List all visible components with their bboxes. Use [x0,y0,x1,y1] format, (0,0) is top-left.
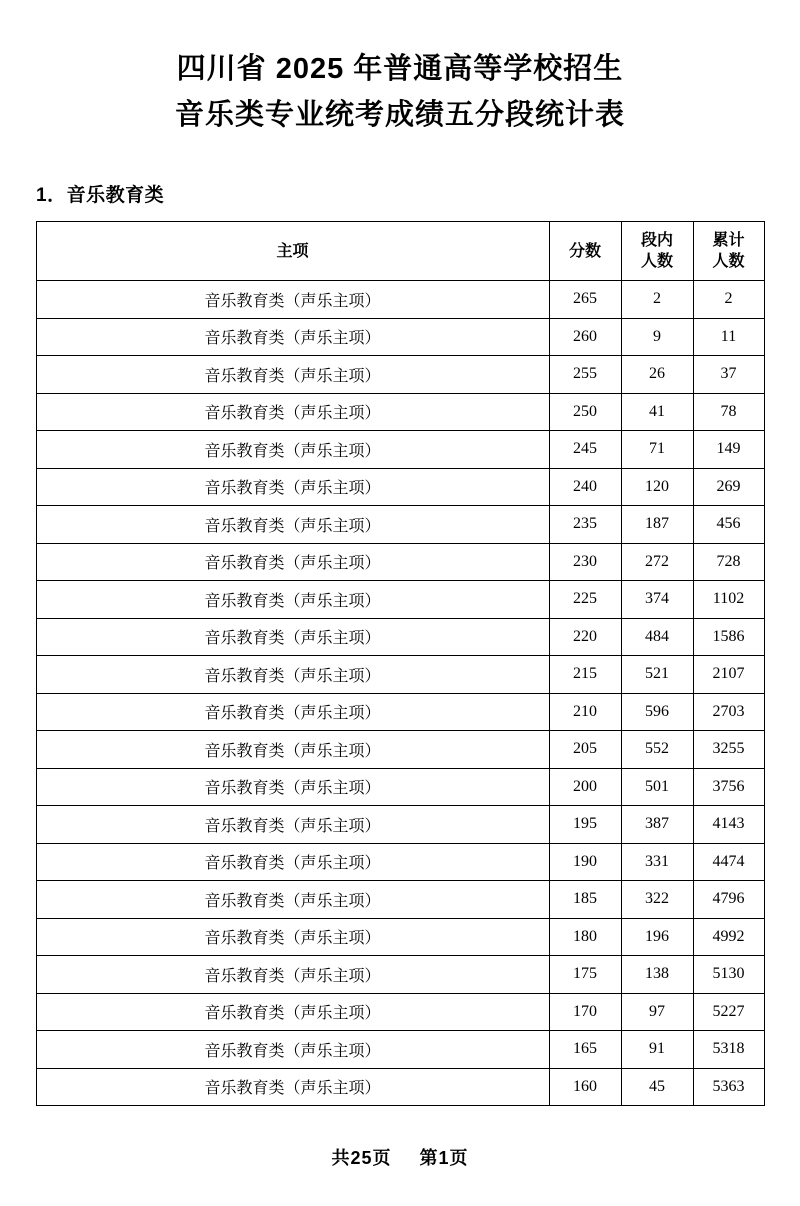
table-row [36,468,764,506]
cell-main: 音乐教育类（声乐主项） [36,918,549,956]
cell-segment-count: 484 [621,618,693,656]
cell-segment-count: 45 [621,1068,693,1106]
table-row [36,393,764,431]
column-header-cumulative-count-line-2: 人数 [712,253,745,270]
cell-cumulative-count: 1102 [693,581,764,619]
cell-main: 音乐教育类（声乐主项） [36,956,549,994]
cell-score: 215 [549,656,621,694]
column-header-cumulative-count [693,222,764,281]
cell-main: 音乐教育类（声乐主项） [36,656,549,694]
section-heading: 1．音乐教育类 [36,185,165,206]
table-row [36,356,764,394]
cell-cumulative-count: 456 [693,506,764,544]
cell-cumulative-count: 149 [693,431,764,469]
cell-cumulative-count: 4992 [693,918,764,956]
cell-main: 音乐教育类（声乐主项） [36,393,549,431]
cell-main: 音乐教育类（声乐主项） [36,618,549,656]
cell-segment-count: 272 [621,543,693,581]
table-row [36,581,764,619]
cell-score: 220 [549,618,621,656]
cell-score: 260 [549,318,621,356]
cell-score: 175 [549,956,621,994]
cell-score: 255 [549,356,621,394]
cell-segment-count: 521 [621,656,693,694]
cell-segment-count: 2 [621,281,693,319]
cell-segment-count: 91 [621,1031,693,1069]
cell-segment-count: 322 [621,881,693,919]
cell-score: 185 [549,881,621,919]
cell-segment-count: 331 [621,843,693,881]
column-header-segment-count-line-1: 段内 [640,232,673,249]
column-header-main: 主项 [36,222,549,281]
table-body [36,281,764,1106]
cell-main: 音乐教育类（声乐主项） [36,468,549,506]
table-row [36,543,764,581]
cell-score: 230 [549,543,621,581]
footer-total-pages: 共25页 [331,1148,392,1168]
cell-segment-count: 71 [621,431,693,469]
cell-segment-count: 552 [621,731,693,769]
cell-main: 音乐教育类（声乐主项） [36,1068,549,1106]
table-row [36,843,764,881]
cell-segment-count: 41 [621,393,693,431]
cell-segment-count: 596 [621,693,693,731]
cell-main: 音乐教育类（声乐主项） [36,693,549,731]
cell-score: 195 [549,806,621,844]
table-row [36,881,764,919]
cell-score: 165 [549,1031,621,1069]
cell-cumulative-count: 2703 [693,693,764,731]
cell-score: 265 [549,281,621,319]
cell-cumulative-count: 269 [693,468,764,506]
cell-score: 205 [549,731,621,769]
cell-score: 180 [549,918,621,956]
cell-cumulative-count: 4474 [693,843,764,881]
cell-main: 音乐教育类（声乐主项） [36,843,549,881]
cell-cumulative-count: 5227 [693,993,764,1031]
table-row [36,281,764,319]
table-row [36,956,764,994]
cell-main: 音乐教育类（声乐主项） [36,431,549,469]
cell-score: 160 [549,1068,621,1106]
cell-main: 音乐教育类（声乐主项） [36,1031,549,1069]
page-title-line-2: 音乐类专业统考成绩五分段统计表 [174,99,625,131]
cell-score: 250 [549,393,621,431]
table-row [36,806,764,844]
cell-segment-count: 138 [621,956,693,994]
cell-cumulative-count: 1586 [693,618,764,656]
table-row [36,656,764,694]
cell-score: 225 [549,581,621,619]
cell-cumulative-count: 3756 [693,768,764,806]
table-header [36,222,764,281]
cell-cumulative-count: 11 [693,318,764,356]
table-header-row [36,222,764,281]
cell-main: 音乐教育类（声乐主项） [36,993,549,1031]
score-distribution-table [36,221,765,1106]
table-row [36,693,764,731]
cell-segment-count: 374 [621,581,693,619]
cell-cumulative-count: 4796 [693,881,764,919]
column-header-segment-count [621,222,693,281]
table-row [36,918,764,956]
cell-segment-count: 26 [621,356,693,394]
cell-score: 210 [549,693,621,731]
cell-cumulative-count: 3255 [693,731,764,769]
cell-segment-count: 196 [621,918,693,956]
table-row [36,768,764,806]
table-row [36,618,764,656]
page-footer [0,1144,800,1170]
cell-score: 190 [549,843,621,881]
table-row [36,993,764,1031]
cell-main: 音乐教育类（声乐主项） [36,731,549,769]
cell-cumulative-count: 5318 [693,1031,764,1069]
cell-main: 音乐教育类（声乐主项） [36,543,549,581]
cell-main: 音乐教育类（声乐主项） [36,806,549,844]
table-row [36,1031,764,1069]
cell-cumulative-count: 728 [693,543,764,581]
page-title [0,0,800,138]
cell-segment-count: 97 [621,993,693,1031]
table-row [36,318,764,356]
page-title-line-1: 四川省 2025 年普通高等学校招生 [176,53,624,85]
cell-main: 音乐教育类（声乐主项） [36,881,549,919]
cell-segment-count: 501 [621,768,693,806]
cell-score: 170 [549,993,621,1031]
cell-main: 音乐教育类（声乐主项） [36,281,549,319]
cell-main: 音乐教育类（声乐主项） [36,506,549,544]
cell-cumulative-count: 2 [693,281,764,319]
cell-cumulative-count: 5363 [693,1068,764,1106]
cell-cumulative-count: 5130 [693,956,764,994]
cell-score: 245 [549,431,621,469]
cell-segment-count: 9 [621,318,693,356]
cell-main: 音乐教育类（声乐主项） [36,356,549,394]
column-header-score: 分数 [549,222,621,281]
cell-cumulative-count: 4143 [693,806,764,844]
cell-main: 音乐教育类（声乐主项） [36,318,549,356]
cell-segment-count: 387 [621,806,693,844]
cell-main: 音乐教育类（声乐主项） [36,768,549,806]
column-header-segment-count-line-2: 人数 [640,253,673,270]
cell-score: 235 [549,506,621,544]
cell-segment-count: 187 [621,506,693,544]
cell-score: 200 [549,768,621,806]
column-header-cumulative-count-line-1: 累计 [712,232,745,249]
cell-cumulative-count: 37 [693,356,764,394]
table-row [36,731,764,769]
table-row [36,506,764,544]
cell-main: 音乐教育类（声乐主项） [36,581,549,619]
cell-cumulative-count: 78 [693,393,764,431]
cell-segment-count: 120 [621,468,693,506]
cell-score: 240 [549,468,621,506]
table-row [36,1068,764,1106]
cell-cumulative-count: 2107 [693,656,764,694]
footer-current-page: 第1页 [419,1148,469,1168]
table-row [36,431,764,469]
